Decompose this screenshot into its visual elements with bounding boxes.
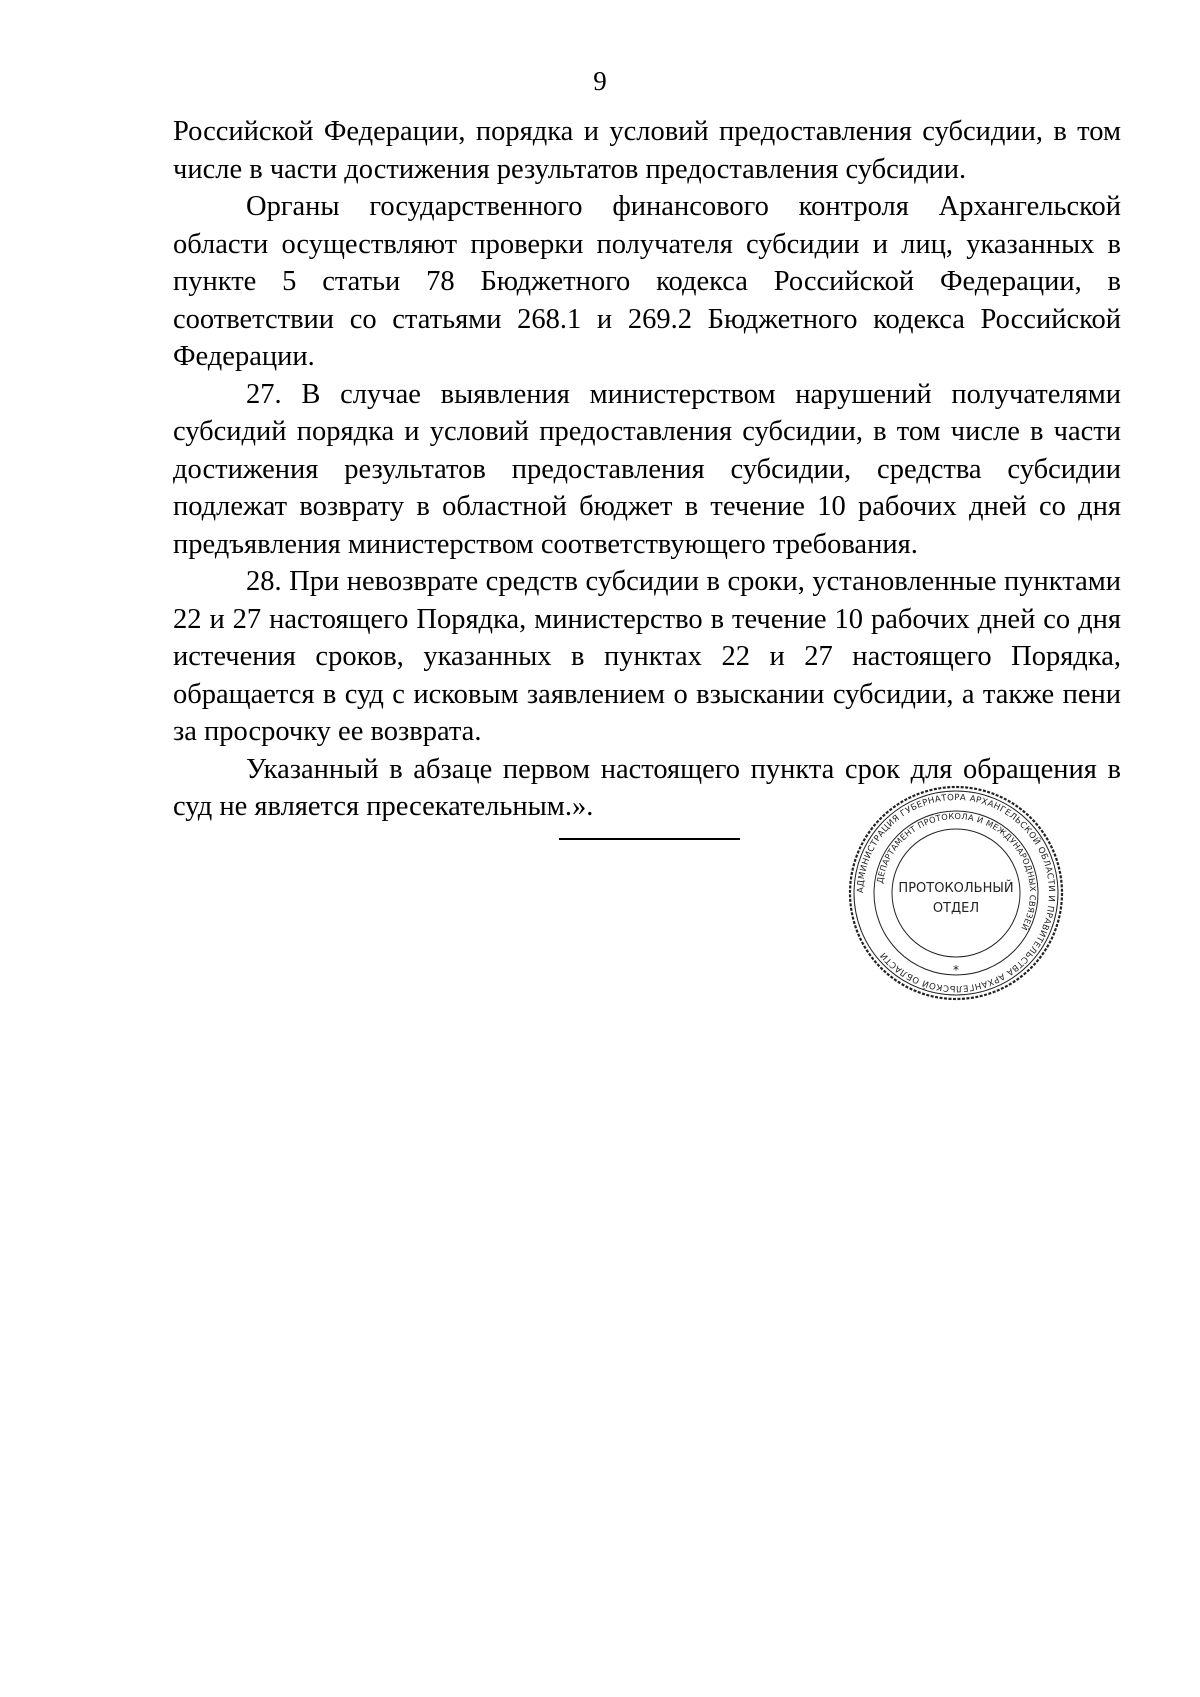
stamp-inner-text: ДЕПАРТАМЕНТ ПРОТОКОЛА И МЕЖДУНАРОДНЫХ СВЯЗЕЙ xyxy=(874,810,1039,933)
stamp-star: * xyxy=(953,963,959,977)
official-stamp xyxy=(847,784,1065,1002)
stamp-seal-icon xyxy=(847,784,1065,1002)
paragraph-item-28: 28. При невозврате средств субсидии в сроки, установленные пунктами 22 и 27 настоящего Порядка, министерство в течение 10 рабочих дней со дня истечения сроков, указанных в пунктах 22 и 27 настоящего Порядка, обращается в суд с исковым заявлением о взыскании субсидии, а также пени за просрочку ее возврата. xyxy=(173,566,1121,747)
paragraph-financial-control: Органы государственного финансового контроля Архангельской области осуществляют проверки получателя субсидии и лиц, указанных в пункте 5 статьи 78 Бюджетного кодекса Российской Федерации, в соответствии со статьями 268.1 и 269.2 Бюджетного кодекса Российской Федерации. xyxy=(173,191,1121,372)
stamp-center-line-2: ОТДЕЛ xyxy=(932,901,980,916)
paragraph-continuation: Российской Федерации, порядка и условий предоставления субсидии, в том числе в части достижения результатов предоставления субсидии. xyxy=(173,116,1121,185)
stamp-center-line-1: ПРОТОКОЛЬНЫЙ xyxy=(898,881,1014,896)
paragraph-deadline-note: Указанный в абзаце первом настоящего пункта срок для обращения в суд не является пресекательным.». xyxy=(173,753,1121,822)
document-body xyxy=(173,113,1121,826)
page-number: 9 xyxy=(593,66,607,96)
stamp-outer-text: АДМИНИСТРАЦИЯ ГУБЕРНАТОРА АРХАНГЕЛЬСКОЙ ОБЛАСТИ И ПРАВИТЕЛЬСТВА АРХАНГЕЛЬСКОЙ ОБЛАСТИ xyxy=(855,792,1057,994)
paragraph-item-27: 27. В случае выявления министерством нарушений получателями субсидий порядка и условий предоставления субсидии, в том числе в части достижения результатов предоставления субсидии, средства субсидии подлежат возврату в областной бюджет в течение 10 рабочих дней со дня предъявления министерством соответствующего требования. xyxy=(173,378,1121,560)
closing-separator-line xyxy=(559,838,740,840)
